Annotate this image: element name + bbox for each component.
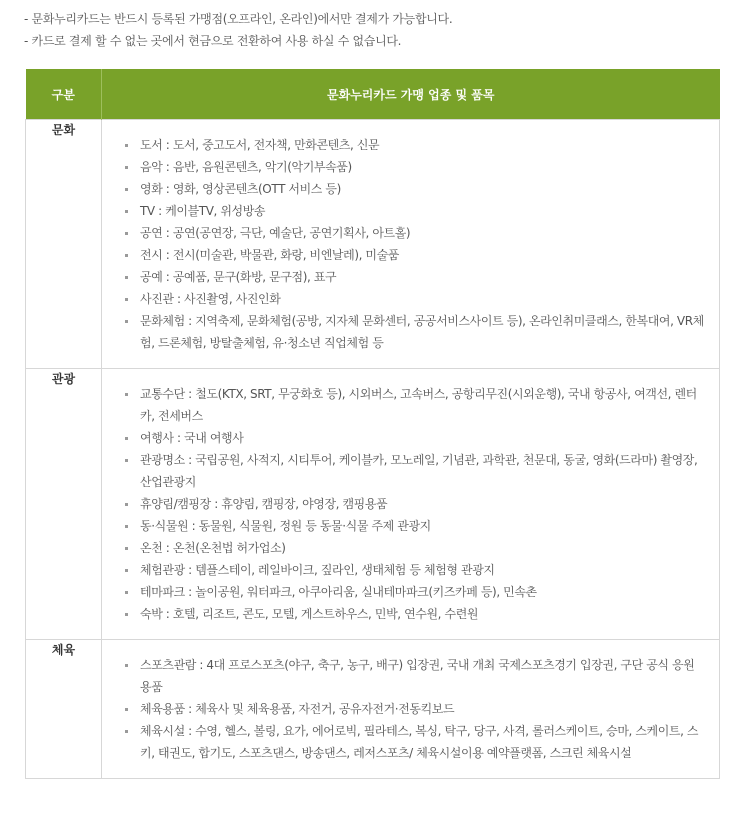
list-item: 스포츠관람 : 4대 프로스포츠(야구, 축구, 농구, 배구) 입장권, 국내 개최 국제스포츠경기 입장권, 구단 공식 응원용품 [122,654,705,698]
list-item: 관광명소 : 국립공원, 사적지, 시티투어, 케이블카, 모노레일, 기념관, 과학관, 천문대, 동굴, 영화(드라마) 촬영장, 산업관광지 [122,449,705,493]
list-item: 테마파크 : 놀이공원, 워터파크, 아쿠아리움, 실내테마파크(키즈카페 등), 민속촌 [122,581,705,603]
list-item: 음악 : 음반, 음원콘텐츠, 악기(악기부속품) [122,156,705,178]
list-item: TV : 케이블TV, 위성방송 [122,200,705,222]
list-item: 공예 : 공예품, 문구(화방, 문구점), 표구 [122,266,705,288]
list-item: 문화체험 : 지역축제, 문화체험(공방, 지자체 문화센터, 공공서비스사이트 등), 온라인취미클래스, 한복대여, VR체험, 드론체험, 방탈출체험, 유·청소년 직업체험 등 [122,310,705,354]
list-item: 온천 : 온천(온천법 허가업소) [122,537,705,559]
table-row-tourism [26,369,720,640]
list-item: 도서 : 도서, 중고도서, 전자책, 만화콘텐츠, 신문 [122,134,705,156]
list-item: 동·식물원 : 동물원, 식물원, 정원 등 동물·식물 주제 관광지 [122,515,705,537]
list-item: 공연 : 공연(공연장, 극단, 예술단, 공연기획사, 아트홀) [122,222,705,244]
item-list [122,134,705,354]
merchant-category-table [25,69,720,779]
notice-list [24,8,724,52]
notice-line: - 문화누리카드는 반드시 등록된 가맹점(오프라인, 온라인)에서만 결제가 가능합니다. [24,12,453,26]
list-item: 영화 : 영화, 영상콘텐츠(OTT 서비스 등) [122,178,705,200]
item-list [122,383,705,625]
category-items-cell [102,120,720,369]
category-name: 체육 [26,640,102,779]
item-list [122,654,705,764]
list-item: 사진관 : 사진촬영, 사진인화 [122,288,705,310]
table-header-row [26,69,720,120]
list-item: 체험관광 : 템플스테이, 레일바이크, 짚라인, 생태체험 등 체험형 관광지 [122,559,705,581]
list-item: 숙박 : 호텔, 리조트, 콘도, 모텔, 게스트하우스, 민박, 연수원, 수련원 [122,603,705,625]
table-body [26,120,720,779]
table-row-sports [26,640,720,779]
category-items-cell [102,640,720,779]
header-category: 구분 [26,69,102,120]
list-item: 교통수단 : 철도(KTX, SRT, 무궁화호 등), 시외버스, 고속버스, 공항리무진(시외운행), 국내 항공사, 여객선, 렌터카, 전세버스 [122,383,705,427]
list-item: 체육시설 : 수영, 헬스, 볼링, 요가, 에어로빅, 필라테스, 복싱, 탁구, 당구, 사격, 롤러스케이트, 승마, 스케이트, 스키, 태권도, 합기도, 스포츠댄스, 방송댄스, 레저스포츠/ 체육시설이용 예약플랫폼, 스크린 체육시설 [122,720,705,764]
header-items: 문화누리카드 가맹 업종 및 품목 [102,69,720,120]
category-name: 관광 [26,369,102,640]
table-row-culture [26,120,720,369]
category-name: 문화 [26,120,102,369]
list-item: 휴양림/캠핑장 : 휴양림, 캠핑장, 야영장, 캠핑용품 [122,493,705,515]
list-item: 전시 : 전시(미술관, 박물관, 화랑, 비엔날레), 미술품 [122,244,705,266]
list-item: 여행사 : 국내 여행사 [122,427,705,449]
category-items-cell [102,369,720,640]
list-item: 체육용품 : 체육사 및 체육용품, 자전거, 공유자전거·전동킥보드 [122,698,705,720]
notice-line: - 카드로 결제 할 수 없는 곳에서 현금으로 전환하여 사용 하실 수 없습니다. [24,34,402,48]
